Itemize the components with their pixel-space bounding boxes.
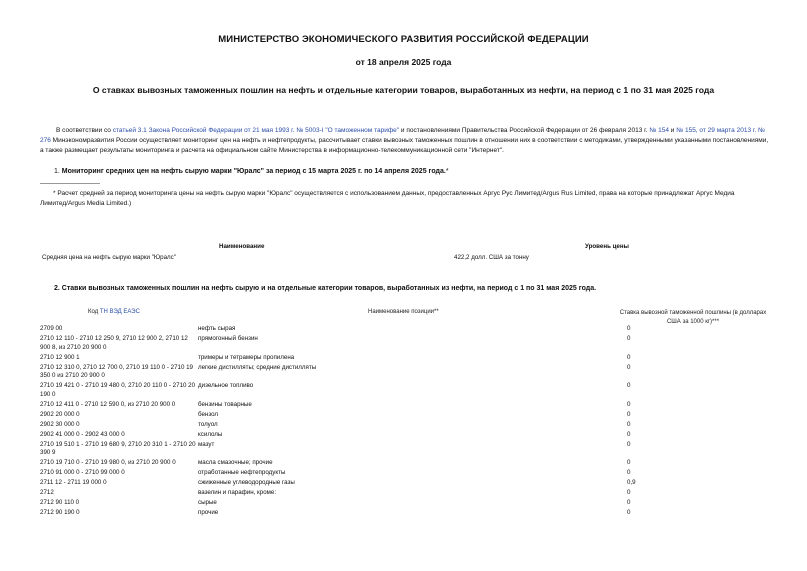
row-code: 2710 12 310 0, 2710 12 700 0, 2710 19 110 0 - 2710 19 350 0 из 2710 20 900 0 [40,363,193,379]
row-code: 2712 90 190 0 [40,509,80,516]
table-row [40,401,770,410]
row-name: отработанные нефтепродукты [198,469,286,476]
row-name: бензол [198,410,219,418]
row-name: прочие [198,509,219,516]
row-rate: 0 [627,382,631,389]
row-rate: 0 [627,325,631,332]
table-row [40,382,770,399]
row-name: сырые [198,499,217,506]
duty-table-header-code-prefix: Код [88,309,100,315]
row-name: тримеры и тетрамеры пропилена [198,353,295,361]
row-rate: 0 [627,469,631,476]
table-row [40,479,770,488]
table-row [40,441,770,458]
row-code: 2710 19 510 1 - 2710 19 680 9, 2710 20 310 1 - 2710 20 390 9 [40,440,196,456]
table-row [40,431,770,440]
resolution-154-link[interactable]: № 154 [649,127,669,134]
intro-text-4: Минэкономразвития России осуществляет мониторинг цен на нефть и нефтепродукты, рассчитывает ставки вывозных таможенных пошлин в отношении них в соответствии с методиками, утвержденными указанными постановлениями, а также размещает результаты мониторинга и расчета на официальном сайте Министерства в информационно-телекоммуникационной сети "Интернет". [40,137,769,154]
row-name: прямогонный бензин [198,335,258,342]
table-row [40,364,770,381]
row-rate: 0 [627,335,631,342]
section-1-heading [54,168,449,175]
row-code: 2712 90 110 0 [40,499,80,506]
row-rate: 0 [627,400,631,408]
table-row [40,325,770,334]
row-rate: 0 [627,353,631,361]
price-table-header-name: Наименование [219,243,265,250]
document-date: от 18 апреля 2025 года [355,57,452,67]
row-name: вазелин и парафин, кроме: [198,489,277,496]
section-1-number: 1. [54,168,62,175]
table-row [40,421,770,430]
row-rate: 0,9 [627,479,636,486]
row-code: 2710 91 000 0 - 2710 99 000 0 [40,469,125,476]
duty-table-header-code [88,309,140,315]
row-code: 2710 12 110 - 2710 12 250 9, 2710 12 900 2, 2710 12 900 8, из 2710 20 900 0 [40,335,188,351]
row-name: сжиженные углеводородные газы [198,479,295,486]
table-row [40,335,770,352]
duty-table-header-name: Наименование позиции** [368,309,439,315]
row-name: нефть сырая [198,325,236,332]
table-row [40,411,770,420]
row-name: мазут [198,440,215,448]
row-code: 2902 41 000 0 - 2902 43 000 0 [40,430,125,438]
price-table-cell-name: Средняя цена на нефть сырую марки "Юралс" [42,254,176,261]
row-name: толуол [198,420,218,428]
row-rate: 0 [627,459,631,466]
row-code: 2710 19 421 0 - 2710 19 480 0, 2710 20 110 0 - 2710 20 190 0 [40,382,196,398]
row-rate: 0 [627,499,631,506]
row-rate: 0 [627,410,631,418]
price-table-header-level: Уровень цены [585,243,629,250]
row-rate: 0 [627,440,631,448]
duty-table-header-rate: Ставка вывозной таможенной пошлины (в долларах США за 1000 кг)*** [619,310,767,325]
tnved-link[interactable]: ТН ВЭД ЕАЭС [99,309,140,315]
row-code: 2710 12 900 1 [40,353,80,361]
row-name: легкие дистилляты; средние дистилляты [198,363,317,371]
row-code: 2709 00 [40,325,63,332]
row-name: масла смазочные; прочие [198,459,273,466]
row-name: бензины товарные [198,400,252,408]
ministry-title: МИНИСТЕРСТВО ЭКОНОМИЧЕСКОГО РАЗВИТИЯ РОССИЙСКОЙ ФЕДЕРАЦИИ [218,34,589,45]
row-rate: 0 [627,363,631,371]
table-row [40,499,770,508]
row-rate: 0 [627,509,631,516]
document-title: О ставках вывозных таможенных пошлин на нефть и отдельные категории товаров, выработанных из нефти, на период с 1 по 31 мая 2025 года [92,85,715,95]
row-code: 2902 30 000 0 [40,420,80,428]
row-name: ксилолы [198,430,223,438]
row-name: дизельное топливо [198,382,254,389]
intro-text-1: В соответствии со [56,127,113,134]
row-code: 2712 [40,489,54,496]
footnote-star: * [445,168,449,175]
price-table-cell-value: 422,2 долл. США за тонну [454,254,529,261]
footnote: * Расчет средней за период мониторинга цены на нефть сырую марки "Юралс" осуществляется с использованием данных, предоставленных Аргус Рус Лимитед/Argus Rus Limited, права на которые принадлежат Аргус Медиа Лимитед/Argus Media Limited.) [40,190,735,207]
section-1-title: Мониторинг средних цен на нефть сырую марки "Юралс" за период с 15 марта 2025 г. по 14 апреля 2025 года. [61,168,446,175]
section-2-heading: 2. Ставки вывозных таможенных пошлин на нефть сырую и на отдельные категории товаров, выработанных из нефти, на период с 1 по 31 мая 2025 года. [54,285,597,292]
intro-paragraph [40,126,770,156]
table-row [40,354,770,363]
table-row [40,489,770,498]
row-code: 2710 12 411 0 - 2710 12 590 0, из 2710 20 900 0 [40,400,176,408]
resolution-155-276-link[interactable]: № 155, от 29 марта 2013 г. № 276 [40,127,766,144]
row-rate: 0 [627,430,631,438]
row-code: 2710 19 710 0 - 2710 19 980 0, из 2710 20 900 0 [40,459,176,466]
intro-text-2: и постановлениями Правительства Российской Федерации от 26 февраля 2013 г. [399,127,650,134]
row-rate: 0 [627,489,631,496]
duty-table-body [40,325,770,519]
table-row [40,509,770,518]
table-row [40,459,770,468]
table-row [40,469,770,478]
intro-text-3: и [668,127,677,134]
row-code: 2902 20 000 0 [40,410,80,418]
law-link[interactable]: статьей 3.1 Закона Российской Федерации от 21 мая 1993 г. № 5003-I "О таможенном тарифе" [112,127,400,134]
row-rate: 0 [627,420,631,428]
footnote-divider [40,183,100,184]
row-code: 2711 12 - 2711 19 000 0 [40,479,107,486]
